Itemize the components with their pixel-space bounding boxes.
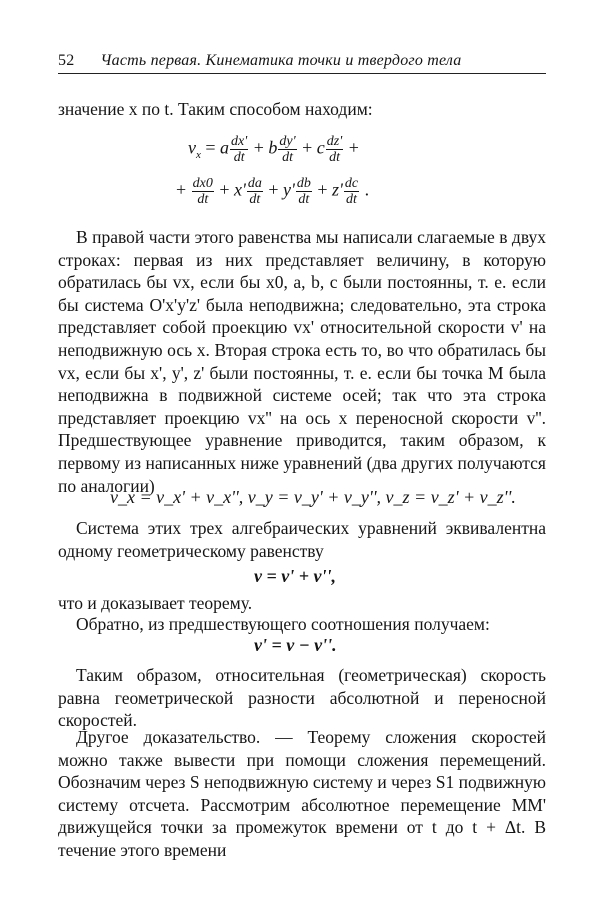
- paragraph-3: что и доказывает теорему.: [58, 593, 253, 613]
- formula-2: v_x = v_x' + v_x'', v_y = v_y' + v_y'', v_z = v_z' + v_z''.: [110, 487, 516, 507]
- running-header: [58, 52, 546, 74]
- formula-3: v = v' + v'',: [254, 566, 336, 586]
- page-number: 52: [58, 52, 75, 69]
- formula-4: v' = v − v''.: [254, 635, 337, 655]
- paragraph-5: Таким образом, относительная (геометрическая) скорость равна геометрической разности абсолютной и переносной скоростей.: [58, 665, 546, 731]
- paragraph-1: В правой части этого равенства мы написали слагаемые в двух строках: первая из них представляет величину, в которую обратилась бы vx, если бы x0, a, b, c были постоянны, т. е. если бы система O'x'y'z' была неподвижна; следовательно, эта строка представляет собой проекцию vx' относительной скорости v' на неподвижную ось x. Вторая строка есть то, во что обратилась бы vx, если бы x', y', z' были постоянны, т. е. если бы точка M была неподвижна в подвижной системе осей; так что эта строка представляет проекцию vx'' на ось x переносной скорости v''. Предшествующее уравнение приводится, таким образом, к первому из написанных ниже уравнений (два других получаются по аналогии): [58, 227, 546, 496]
- paragraph-2: Система этих трех алгебраических уравнений эквивалентна одному геометрическому равенству: [58, 518, 546, 561]
- formula-1-line-2: + $\frac{dx0}{dt}$ + x' $\frac{da}{dt}$ + y' $\frac{db}{dt}$ + z' $\frac{dc}{dt}$ .: [176, 176, 370, 207]
- paragraph-0: значение x по t. Таким способом находим:: [58, 99, 373, 119]
- formula-1-line-1: $v_x = a$ $\frac{dx'}{dt}$ + b $\frac{dy'}{dt}$ + c $\frac{dz'}{dt}$ +: [188, 134, 359, 165]
- running-title: Часть первая. Кинематика точки и твердого тела: [100, 52, 462, 69]
- paragraph-6: Другое доказательство. — Теорему сложения скоростей можно также вывести при помощи сложения перемещений. Обозначим через S неподвижную систему и через S1 подвижную систему отсчета. Рассмотрим абсолютное перемещение MM' движущейся точки за промежуток времени от t до t + Δt. В течение этого времени: [58, 727, 547, 860]
- paragraph-4: Обратно, из предшествующего соотношения получаем:: [76, 614, 490, 634]
